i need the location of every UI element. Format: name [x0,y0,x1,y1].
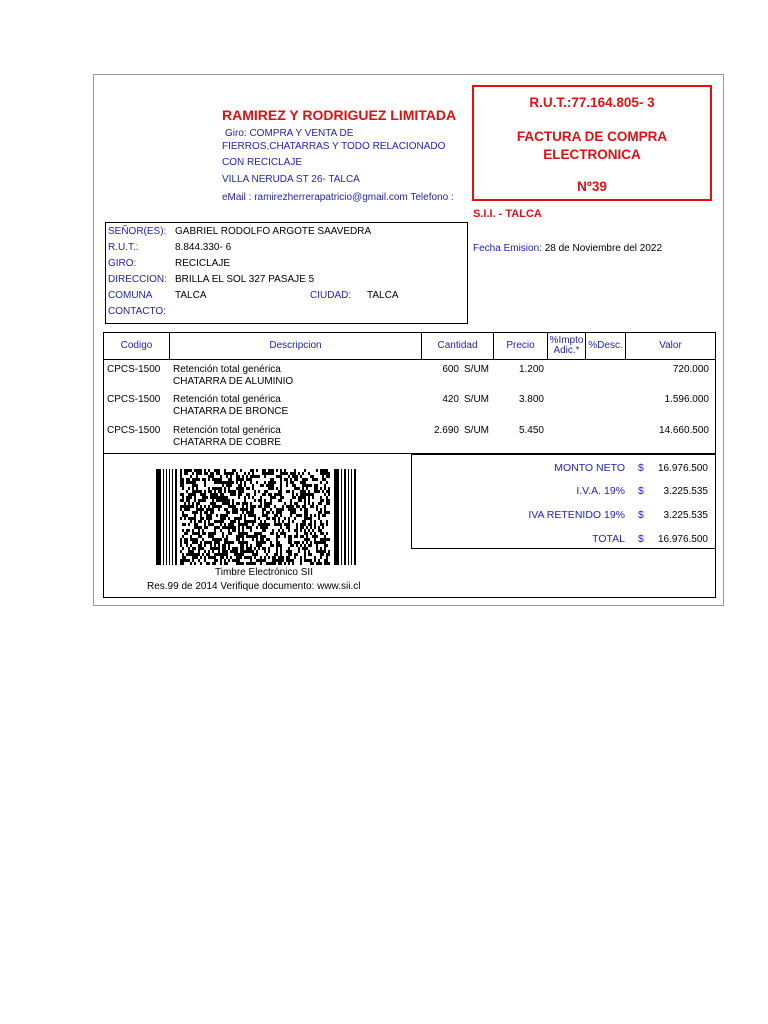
row1-desc-line1: Retención total genérica [173,364,281,375]
issuer-rut: R.U.T.:77.164.805- 3 [529,95,655,110]
row3-valor: 14.660.500 [658,425,709,436]
timbre-verify-note: Res.99 de 2014 Verifique documento: www.sii.cl [147,581,361,592]
client-address-value: BRILLA EL SOL 327 PASAJE 5 [175,274,315,285]
issuer-name: RAMIREZ Y RODRIGUEZ LIMITADA [222,107,457,123]
client-ciudad-value: TALCA [367,290,399,301]
row3-desc-line1: Retención total genérica [173,425,281,436]
neto-value: 16.976.500 [657,463,708,474]
header-divider [104,359,715,360]
header-impto-line2: Adic.* [553,345,580,356]
row1-desc-line2: CHATARRA DE ALUMINIO [173,376,294,387]
issuer-giro-line2: FIERROS,CHATARRAS Y TODO RELACIONADO [222,141,446,152]
row1-valor: 720.000 [672,364,709,375]
issuer-giro-line3: CON RECICLAJE [222,157,303,168]
iva-retenido-currency: $ [638,509,644,521]
row2-unidad: S/UM [464,394,489,405]
iva-value: 3.225.535 [663,486,708,497]
row1-precio: 1.200 [518,364,544,375]
row2-precio: 3.800 [518,394,544,405]
timbre-barcode [156,469,356,565]
total-value: 16.976.500 [657,534,708,545]
document-type-line1: FACTURA DE COMPRA [516,129,668,144]
document-number: Nº39 [577,179,607,194]
total-currency: $ [638,533,644,545]
row3-desc-line2: CHATARRA DE COBRE [173,437,281,448]
row2-valor: 1.596.000 [664,394,709,405]
row3-cantidad: 2.690 [433,425,459,436]
document-type-line2: ELECTRONICA [543,147,641,162]
client-comuna-value: TALCA [175,290,207,301]
senor-label: SEÑOR(ES): [108,226,167,237]
row2-desc-line2: CHATARRA DE BRONCE [173,406,289,417]
row1-codigo: CPCS-1500 [107,364,161,375]
row2-desc-line1: Retención total genérica [173,394,281,405]
header-codigo: Codigo [104,333,170,359]
invoice-document [93,74,724,606]
emission-date-value: 28 de Noviembre del 2022 [544,243,663,254]
iva-retenido-label: IVA RETENIDO 19% [528,509,625,521]
iva-retenido-value: 3.225.535 [663,510,708,521]
client-address-label: DIRECCION: [108,274,167,285]
row3-precio: 5.450 [518,425,544,436]
issuer-contact: eMail : ramirezherrerapatricio@gmail.com Telefono : [222,192,454,203]
client-giro-value: RECICLAJE [175,258,231,269]
total-label: TOTAL [592,533,625,545]
row3-unidad: S/UM [464,425,489,436]
row2-codigo: CPCS-1500 [107,394,161,405]
row2-cantidad: 420 [442,394,459,405]
neto-label: MONTO NETO [554,462,625,474]
header-valor: Valor [659,340,682,351]
header-impto-line1: %Impto [549,335,584,346]
header-impto [548,333,586,359]
client-ciudad-label: CIUDAD: [310,290,352,301]
issuer-address: VILLA NERUDA ST 26- TALCA [222,174,360,185]
row3-codigo: CPCS-1500 [107,425,161,436]
client-contact-label: CONTACTO: [108,306,166,317]
header-cantidad: Cantidad [422,333,494,359]
client-info-box [105,222,468,324]
row1-cantidad: 600 [442,364,459,375]
emission-date-label: Fecha Emision: [473,243,542,254]
header-descripcion: Descripcion [170,333,422,359]
iva-currency: $ [638,485,644,497]
neto-currency: $ [638,462,644,474]
document-id-box [472,85,712,201]
sii-office: S.I.I. - TALCA [473,208,542,220]
totals-box [411,454,715,549]
emission-date [473,242,662,255]
client-giro-label: GIRO: [108,258,137,269]
header-precio: Precio [494,333,548,359]
iva-label: I.V.A. 19% [576,485,625,497]
issuer-giro-line1: Giro: COMPRA Y VENTA DE [225,128,354,139]
client-comuna-label: COMUNA [108,290,153,301]
client-rut-label: R.U.T.: [108,242,139,253]
timbre-label: Timbre Electrónico SII [215,567,313,578]
items-table [103,332,716,598]
client-rut-value: 8.844.330- 6 [175,242,232,253]
row1-unidad: S/UM [464,364,489,375]
header-desc: %Desc. [586,333,626,359]
senor-value: GABRIEL RODOLFO ARGOTE SAAVEDRA [175,226,372,237]
